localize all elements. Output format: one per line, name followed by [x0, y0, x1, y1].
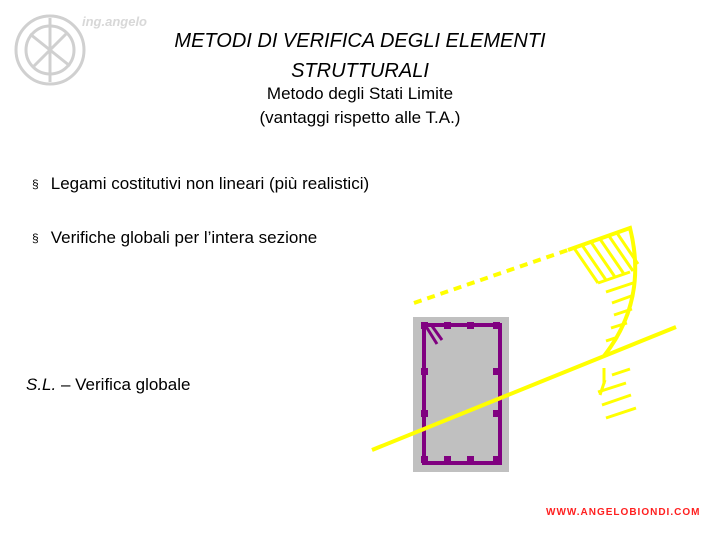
caption	[26, 374, 190, 396]
compression-hatching	[574, 233, 638, 341]
caption-text: – Verifica globale	[56, 375, 191, 394]
tension-arrows	[598, 368, 636, 418]
caption-abbreviation: S.L.	[26, 375, 57, 394]
page-title	[100, 26, 620, 86]
section-stress-diagram	[360, 210, 700, 510]
bullet-item	[32, 227, 317, 249]
title-line-2: STRUTTURALI	[291, 60, 429, 82]
rebar	[421, 322, 428, 329]
rebar	[493, 456, 500, 463]
top-strain-line	[414, 250, 568, 303]
rebar	[444, 322, 451, 329]
bullet-item	[32, 173, 369, 195]
rebar	[421, 368, 428, 375]
title-line-1: METODI DI VERIFICA DEGLI ELEMENTI	[174, 30, 546, 52]
concrete-section	[413, 317, 509, 472]
bullet-mark-icon: §	[32, 177, 39, 191]
bullet-text: Verifiche globali per l’intera sezione	[50, 228, 318, 247]
rebar	[493, 368, 500, 375]
rebar	[421, 456, 428, 463]
rebar	[467, 322, 474, 329]
rebar	[493, 410, 500, 417]
logo-text: ing.angelo	[82, 14, 147, 29]
rebar	[493, 322, 500, 329]
website-url: WWW.ANGELOBIONDI.COM	[546, 507, 701, 518]
rebar	[444, 456, 451, 463]
bullet-mark-icon: §	[32, 231, 39, 245]
subtitle-line-2: (vantaggi rispetto alle T.A.)	[259, 108, 461, 127]
bullet-text: Legami costitutivi non lineari (più realistici)	[50, 174, 370, 193]
rebar	[421, 410, 428, 417]
subtitle-line-1: Metodo degli Stati Limite	[266, 84, 454, 103]
rebar	[467, 456, 474, 463]
subtitle	[180, 82, 540, 130]
